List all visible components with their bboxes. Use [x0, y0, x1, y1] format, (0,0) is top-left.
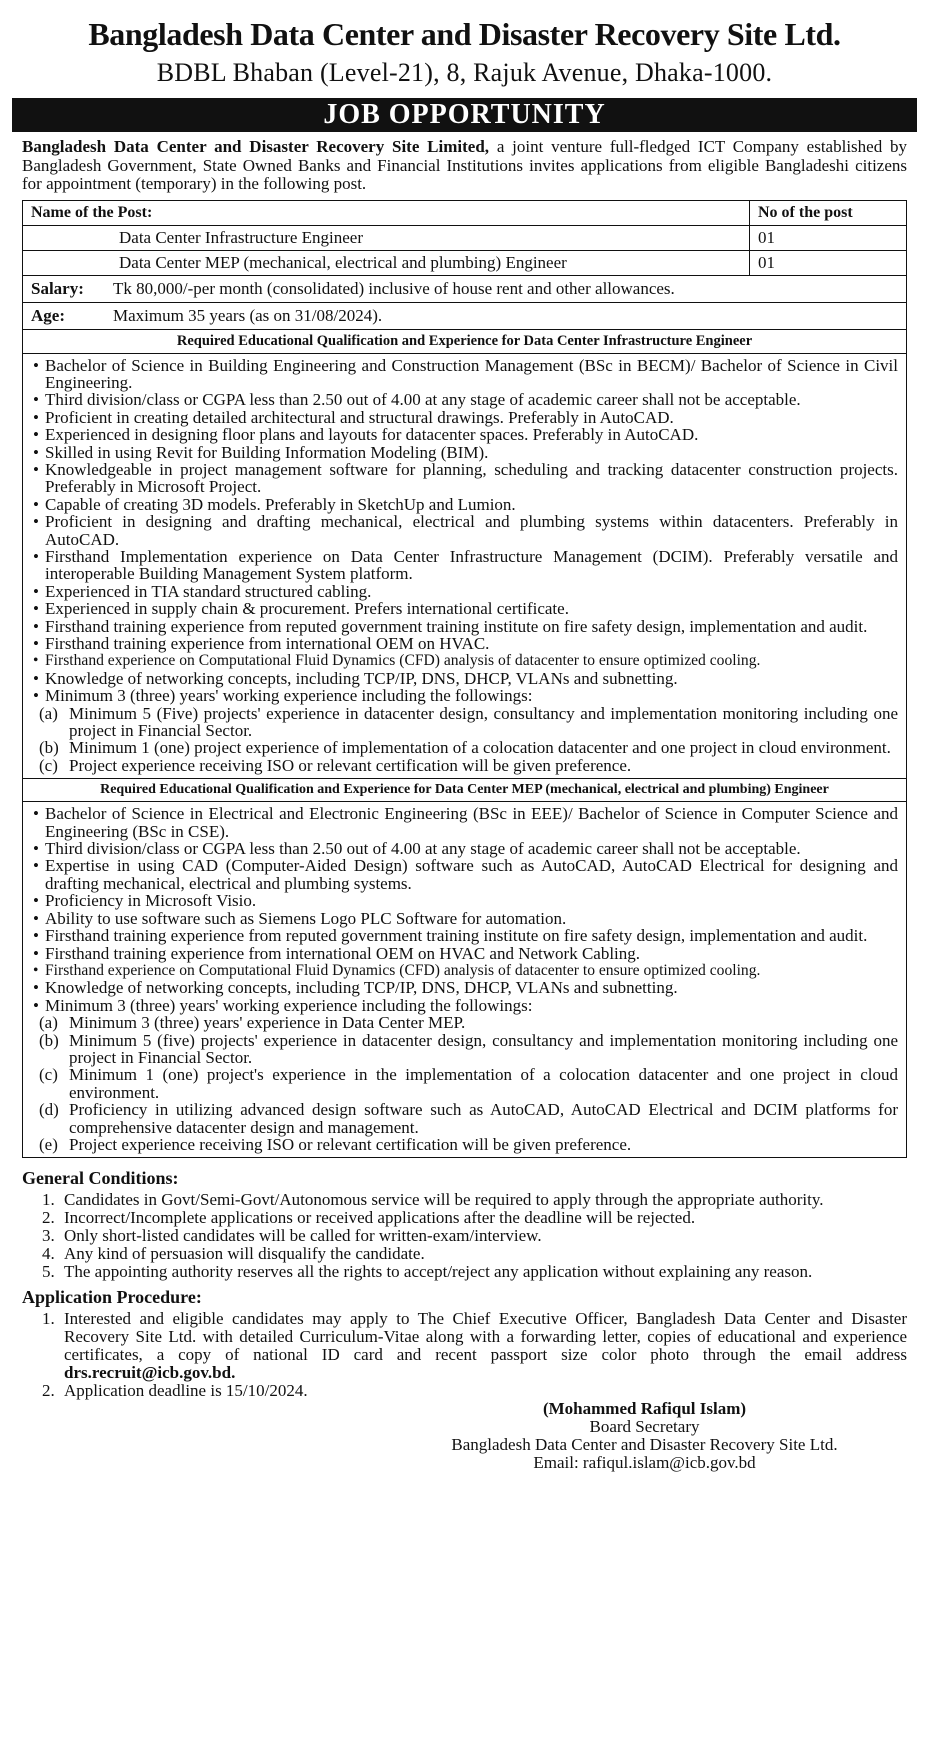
- mep-bullet-list: [31, 805, 898, 1014]
- mep-section-heading: Required Educational Qualification and Experience for Data Center MEP (mechanical, electrical and plumbing) Engineer: [23, 779, 906, 802]
- list-item: • Proficient in creating detailed architectural and structural drawings. Preferably in AutoCAD.: [31, 409, 898, 426]
- item-text: Only short-listed candidates will be called for written-exam/interview.: [64, 1226, 542, 1246]
- list-item: • Third division/class or CGPA less than 2.50 out of 4.00 at any stage of academic career shall not be acceptable.: [31, 391, 898, 408]
- age-value: Maximum 35 years (as on 31/08/2024).: [113, 305, 383, 325]
- list-item: [42, 1209, 907, 1227]
- post-row: [23, 251, 906, 276]
- salary-value: Tk 80,000/-per month (consolidated) inclusive of house rent and other allowances.: [113, 278, 675, 298]
- list-item: • Firsthand Implementation experience on Data Center Infrastructure Management (DCIM). Preferably versatile and interoperable Building Management System platform.: [31, 548, 898, 583]
- list-item: • Knowledge of networking concepts, including TCP/IP, DNS, DHCP, VLANs and subnetting.: [31, 670, 898, 687]
- list-item: • Minimum 3 (three) years' working experience including the followings:: [31, 997, 898, 1014]
- sub-item: [31, 757, 898, 774]
- item-number: 4.: [42, 1244, 55, 1264]
- intro-text: a joint venture full-fledged ICT Company established by Bangladesh Government, State Owned Banks and Financial Institutions invites applications from eligible Bangladeshi citizens for appointment (temporary) in the following post.: [22, 137, 907, 193]
- item-text: Any kind of persuasion will disqualify the candidate.: [64, 1244, 425, 1264]
- list-item: • Knowledge of networking concepts, including TCP/IP, DNS, DHCP, VLANs and subnetting.: [31, 979, 898, 996]
- sub-item-mark: (e): [39, 1134, 58, 1154]
- org-name: Bangladesh Data Center and Disaster Recovery Site Ltd.: [88, 16, 841, 52]
- post-name: Data Center Infrastructure Engineer: [23, 226, 750, 250]
- item-number: 5.: [42, 1262, 55, 1282]
- list-item: [42, 1227, 907, 1245]
- signatory-name: (Mohammed Rafiqul Islam): [542, 1399, 747, 1419]
- list-item: • Capable of creating 3D models. Preferably in SketchUp and Lumion.: [31, 496, 898, 513]
- list-item: • Minimum 3 (three) years' working experience including the followings:: [31, 687, 898, 704]
- list-item: • Bachelor of Science in Electrical and Electronic Engineering (BSc in EEE)/ Bachelor of Science in Computer Science and Engineering (BSc in CSE).: [31, 805, 898, 840]
- sub-item: [31, 1014, 898, 1031]
- sub-item-mark: (c): [39, 755, 58, 775]
- posts-box: [22, 200, 907, 1159]
- sub-item-mark: (a): [39, 1013, 58, 1033]
- general-conditions-heading: General Conditions:: [22, 1168, 179, 1189]
- sub-item-text: Project experience receiving ISO or relevant certification will be given preference.: [69, 1134, 632, 1154]
- post-row: [23, 226, 906, 251]
- signature-block: [372, 1400, 917, 1472]
- application-procedure-list: [12, 1310, 917, 1400]
- list-item: • Ability to use software such as Siemens Logo PLC Software for automation.: [31, 910, 898, 927]
- item-number: 3.: [42, 1226, 55, 1246]
- sub-item: [31, 1101, 898, 1136]
- list-item: [42, 1382, 907, 1400]
- post-count: 01: [758, 227, 775, 247]
- list-item: [42, 1191, 907, 1209]
- post-name: Data Center MEP (mechanical, electrical and plumbing) Engineer: [23, 251, 750, 275]
- list-item: • Proficiency in Microsoft Visio.: [31, 892, 898, 909]
- list-item: • Knowledgeable in project management software for planning, scheduling and tracking datacenter construction projects. Preferably in Microsoft Project.: [31, 461, 898, 496]
- sub-item-text: Proficiency in utilizing advanced design software such as AutoCAD, AutoCAD Electrical and DCIM platforms for comprehensive datacenter design and management.: [69, 1100, 898, 1137]
- sub-item: [31, 1066, 898, 1101]
- item-number: 1.: [42, 1190, 55, 1210]
- list-item: • Skilled in using Revit for Building Information Modeling (BIM).: [31, 444, 898, 461]
- sub-item-text: Minimum 1 (one) project's experience in the implementation of a colocation datacenter and one project in cloud environment.: [69, 1065, 898, 1102]
- item-text: Application deadline is 15/10/2024.: [64, 1381, 308, 1401]
- sub-item-text: Minimum 5 (five) projects' experience in datacenter design, consultancy and implementation monitoring including one project in Financial Sector.: [69, 1030, 898, 1067]
- list-item: • Firsthand experience on Computational Fluid Dynamics (CFD) analysis of datacenter to ensure optimized cooling.: [31, 962, 898, 979]
- org-address: BDBL Bhaban (Level-21), 8, Rajuk Avenue, Dhaka-1000.: [156, 58, 773, 87]
- item-text: Incorrect/Incomplete applications or received applications after the deadline will be rejected.: [64, 1208, 696, 1228]
- post-count-header: No of the post: [758, 203, 853, 221]
- list-item: • Experienced in TIA standard structured cabling.: [31, 583, 898, 600]
- list-item: [42, 1310, 907, 1382]
- sub-item: [31, 705, 898, 740]
- list-item: • Bachelor of Science in Building Engineering and Construction Management (BSc in BECM)/ Bachelor of Science in Civil Engineering.: [31, 357, 898, 392]
- list-item: • Firsthand training experience from reputed government training institute on fire safety design, implementation and audit.: [31, 618, 898, 635]
- sub-item: [31, 1032, 898, 1067]
- infra-section-heading: Required Educational Qualification and Experience for Data Center Infrastructure Engineer: [23, 330, 906, 354]
- sub-item-mark: (d): [39, 1100, 59, 1120]
- signatory-email[interactable]: Email: rafiqul.islam@icb.gov.bd: [533, 1453, 756, 1473]
- list-item: • Experienced in supply chain & procurement. Prefers international certificate.: [31, 600, 898, 617]
- sub-item-mark: (c): [39, 1065, 58, 1085]
- application-procedure-heading: Application Procedure:: [22, 1287, 202, 1308]
- mep-section-body: [23, 802, 906, 1157]
- intro-org-name: Bangladesh Data Center and Disaster Recovery Site Limited,: [22, 137, 490, 156]
- list-item: • Firsthand experience on Computational Fluid Dynamics (CFD) analysis of datacenter to ensure optimized cooling.: [31, 652, 898, 669]
- sub-item: [31, 1136, 898, 1153]
- sub-item-text: Minimum 5 (Five) projects' experience in datacenter design, consultancy and implementation monitoring including one project in Financial Sector.: [69, 703, 898, 741]
- age-label: Age:: [31, 305, 65, 325]
- signatory-title: Board Secretary: [589, 1417, 700, 1437]
- infra-section-body: [23, 354, 906, 780]
- sub-item-mark: (b): [39, 1030, 59, 1050]
- list-item: • Expertise in using CAD (Computer-Aided Design) software such as AutoCAD, AutoCAD Electrical for designing and drafting mechanical, electrical and plumbing systems.: [31, 857, 898, 892]
- post-name-header: Name of the Post:: [23, 201, 750, 225]
- infra-bullet-list: [31, 357, 898, 705]
- salary-label: Salary:: [31, 278, 84, 298]
- job-advertisement: [12, 0, 917, 1472]
- list-item: • Firsthand training experience from international OEM on HVAC.: [31, 635, 898, 652]
- post-count: 01: [758, 252, 775, 272]
- general-conditions-list: [12, 1191, 917, 1281]
- list-item: [42, 1263, 907, 1281]
- list-item: • Firsthand training experience from reputed government training institute on fire safety design, implementation and audit.: [31, 927, 898, 944]
- sub-item: [31, 739, 898, 756]
- list-item: • Proficient in designing and drafting mechanical, electrical and plumbing systems within datacenters. Preferably in AutoCAD.: [31, 513, 898, 548]
- item-number: 1.: [42, 1309, 55, 1329]
- item-number: 2.: [42, 1208, 55, 1228]
- age-row: [23, 303, 906, 330]
- posts-header-row: [23, 201, 906, 226]
- sub-item-mark: (b): [39, 738, 59, 758]
- signatory-org: Bangladesh Data Center and Disaster Recovery Site Ltd.: [451, 1435, 838, 1455]
- sub-item-text: Minimum 1 (one) project experience of implementation of a colocation datacenter and one project in cloud environment.: [69, 738, 891, 758]
- intro-paragraph: [12, 138, 917, 194]
- sub-item-text: Project experience receiving ISO or relevant certification will be given preference.: [69, 755, 632, 775]
- sub-item-mark: (a): [39, 703, 58, 723]
- application-email[interactable]: drs.recruit@icb.gov.bd.: [64, 1363, 236, 1383]
- list-item: [42, 1245, 907, 1263]
- item-number: 2.: [42, 1381, 55, 1401]
- item-text: Candidates in Govt/Semi-Govt/Autonomous service will be required to apply through the appropriate authority.: [64, 1190, 824, 1210]
- sub-item-text: Minimum 3 (three) years' experience in Data Center MEP.: [69, 1013, 466, 1033]
- list-item: • Third division/class or CGPA less than 2.50 out of 4.00 at any stage of academic career shall not be acceptable.: [31, 840, 898, 857]
- item-text: The appointing authority reserves all the rights to accept/reject any application without explaining any reason.: [64, 1262, 813, 1282]
- list-item: • Experienced in designing floor plans and layouts for datacenter spaces. Preferably in AutoCAD.: [31, 426, 898, 443]
- salary-row: [23, 276, 906, 303]
- list-item: • Firsthand training experience from international OEM on HVAC and Network Cabling.: [31, 945, 898, 962]
- job-opportunity-banner: JOB OPPORTUNITY: [12, 98, 917, 132]
- item-text: Interested and eligible candidates may apply to The Chief Executive Officer, Bangladesh Data Center and Disaster Recovery Site Ltd. with detailed Curriculum-Vitae along with a forwarding letter, copies of educational and experience certificates, a copy of national ID card and recent passport size color photo through the email address: [64, 1309, 907, 1365]
